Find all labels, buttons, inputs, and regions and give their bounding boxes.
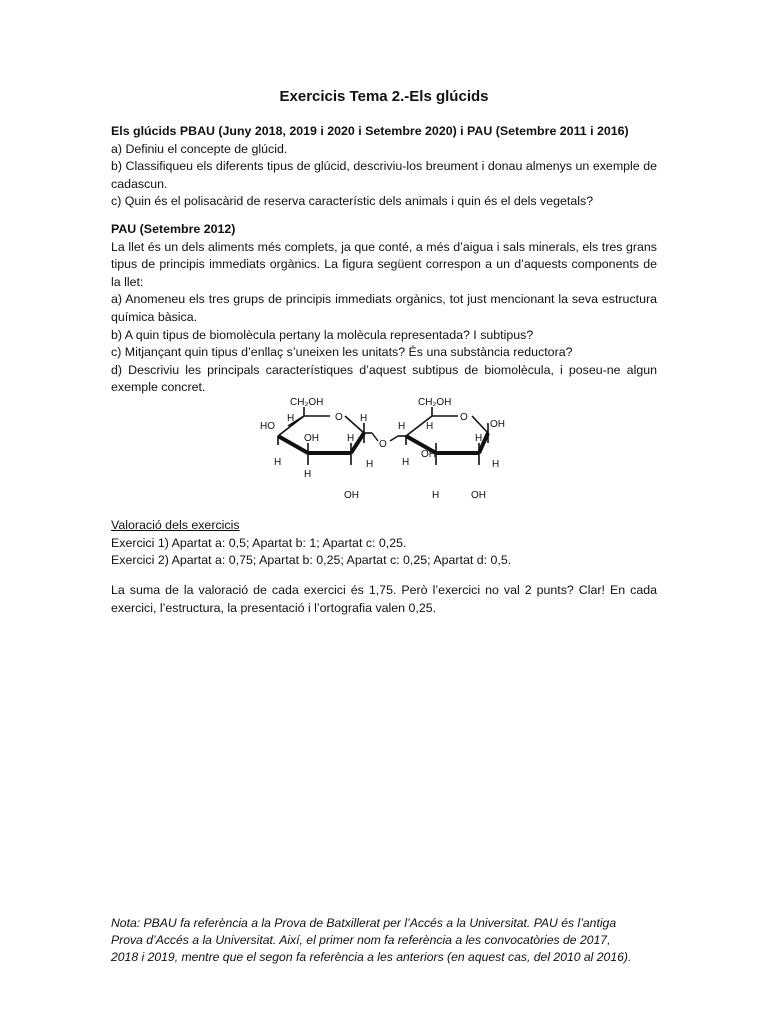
- left-ho-label: HO: [260, 421, 275, 432]
- left-h-label-1: H: [287, 413, 295, 424]
- left-h-label-6: H: [366, 459, 374, 470]
- glycosidic-oxygen-label: O: [379, 439, 387, 450]
- left-oh-label-1: OH: [304, 433, 319, 444]
- right-h-label-2: H: [426, 421, 434, 432]
- exercise-1-part-a: a) Definiu el concepte de glúcid.: [111, 141, 288, 156]
- grading-heading: Valoració dels exercicis: [111, 518, 240, 532]
- exercise-2-heading: PAU (Setembre 2012): [111, 222, 236, 236]
- left-oh-label-2: OH: [344, 490, 359, 501]
- right-h-label-1: H: [398, 421, 406, 432]
- right-ring-oxygen-label: O: [460, 412, 468, 423]
- right-oh-label-2: OH: [471, 490, 486, 501]
- exercise-2-part-b: b) A quin tipus de biomolècula pertany la molècula representada? I subtipus?: [111, 327, 534, 342]
- exercise-2-part-c: c) Mitjançant quin tipus d’enllaç s’uneixen les unitats? És una substància reductora?: [111, 345, 573, 360]
- footnote: [111, 915, 671, 966]
- left-h-label-4: H: [347, 433, 355, 444]
- right-oh-label-3: OH: [490, 419, 505, 430]
- exercise-1-part-b: b) Classifiqueu els diferents tipus de glúcid, descriviu-los breument i donau almenys un exemple de cadascun.: [111, 159, 657, 191]
- right-h-label-6: H: [492, 459, 500, 470]
- left-ring-oxygen-label: O: [335, 412, 343, 423]
- right-h-label-3: H: [402, 457, 410, 468]
- right-ch2oh-label: CH₂OH: [418, 397, 452, 408]
- page-title: Exercicis Tema 2.-Els glúcids: [279, 88, 489, 105]
- footnote-line-3: 2018 i 2019, mentre que el segon fa referència a les anteriors (en aquest cas, del 2010 al 2016).: [111, 950, 632, 964]
- grading-section: [111, 517, 657, 570]
- exercise-2-part-d: d) Descriviu les principals característiques d’aquest subtipus de biomolècula, i poseu-ne algun exemple concret.: [111, 362, 657, 395]
- grading-line-1: Exercici 1) Apartat a: 0,5; Apartat b: 1; Apartat c: 0,25.: [111, 535, 407, 550]
- footnote-line-2: Prova d’Accés a la Universitat. Així, el primer nom fa referència a les convocatòries de 2017,: [111, 933, 611, 947]
- grading-summary-text: La suma de la valoració de cada exercici és 1,75. Però l’exercici no val 2 punts? Clar! En cada exercici, l’estructura, la presentació i l’ortografia valen 0,25.: [111, 583, 657, 615]
- left-h-label-3: H: [304, 469, 312, 480]
- grading-summary: [111, 582, 657, 617]
- left-h-label-5: H: [360, 413, 368, 424]
- grading-line-2: Exercici 2) Apartat a: 0,75; Apartat b: 0,25; Apartat c: 0,25; Apartat d: 0,5.: [111, 553, 512, 568]
- right-oh-label-1: OH: [421, 449, 436, 460]
- exercise-1-heading: Els glúcids PBAU (Juny 2018, 2019 i 2020 i Setembre 2020) i PAU (Setembre 2011 i 2016): [111, 124, 629, 138]
- right-h-label-5: H: [475, 433, 483, 444]
- disaccharide-structure-figure: [258, 393, 508, 505]
- exercise-2-part-a: a) Anomeneu els tres grups de principis immediats orgànics, tot just mencionant la seva estructura química bàsica.: [111, 292, 657, 324]
- left-h-label-2: H: [274, 457, 282, 468]
- left-ch2oh-label: CH₂OH: [290, 397, 324, 408]
- right-h-label-4: H: [432, 490, 440, 501]
- exercise-2: [111, 221, 657, 397]
- exercise-1-part-c: c) Quin és el polisacàrid de reserva característic dels animals i quin és el dels vegetals?: [111, 194, 594, 209]
- footnote-line-1: Nota: PBAU fa referència a la Prova de Batxillerat per l’Accés a la Universitat. PAU és l’antiga: [111, 916, 617, 930]
- exercise-2-intro: La llet és un dels aliments més complets, ja que conté, a més d’aigua i sals minerals, els tres grans tipus de principis immediats orgànics. La figura següent correspon a un d’aquests components de la llet:: [111, 239, 657, 289]
- exercise-1: [111, 123, 657, 211]
